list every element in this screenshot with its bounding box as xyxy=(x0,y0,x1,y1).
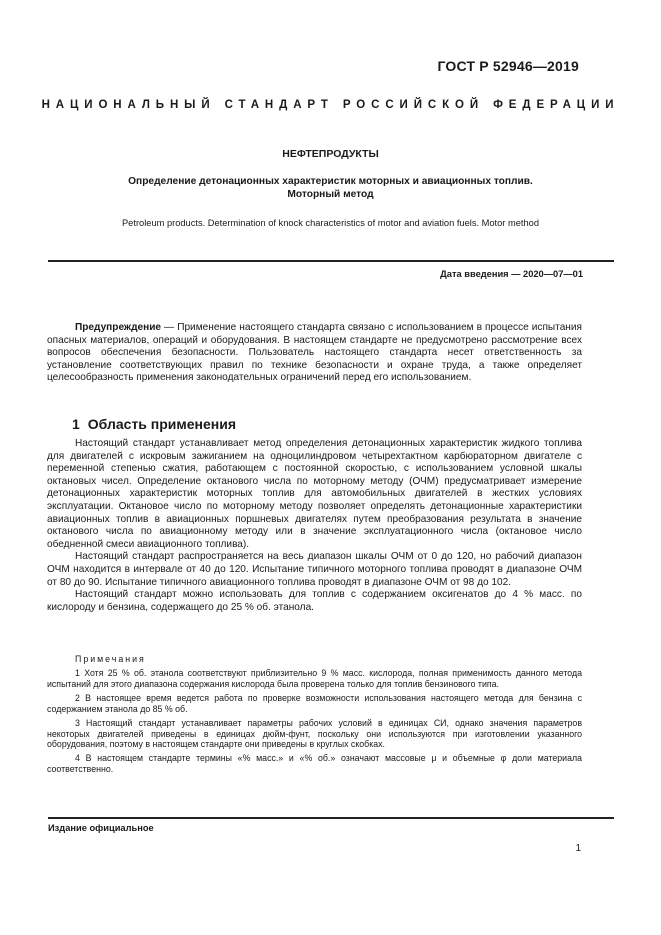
notes-heading: Примечания xyxy=(75,654,146,664)
scope-paragraph-3: Настоящий стандарт можно использовать для топлив с содержанием оксигенатов до 4 % масс. по кислороду и бензина, содержащего до 25 % об. этанола. xyxy=(47,589,582,613)
scope-paragraph-1: Настоящий стандарт устанавливает метод определения детонационных характеристик жидкого топлива для двигателей с искровым зажиганием на одноцилиндровом четырехтактном карбюраторном двигателе с переменной степенью сжатия, работающем с постоянной скоростью, с использованием условной шкалы октановых чисел. Определение октанового числа по моторному методу (ОЧМ) предусматривает измерение детонационных характеристик моторных топлив для автомобильных двигателей в жестких условиях эксплуатации. Октановое число по моторному методу позволяет определять детонационные характеристики авиационных топлив в авиационных поршневых двигателях путем преобразования результата в значение октанового числа по авиационному методу или в значение эксплуатационного числа (октановое число обедненной смеси авиационного топлива). xyxy=(47,438,582,550)
note-item-2: 2 В настоящее время ведется работа по проверке возможности использования настоящего метода для бензина с содержанием этанола до 85 % об. xyxy=(47,692,582,714)
introduction-date: Дата введения — 2020—07—01 xyxy=(440,269,583,279)
header-divider xyxy=(48,260,614,262)
warning-lead: Предупреждение xyxy=(75,322,162,333)
note-item-4: 4 В настоящем стандарте термины «% масс.» и «% об.» означают массовые μ и объемные φ доли материала соответственно. xyxy=(47,753,582,775)
scope-body xyxy=(47,438,582,614)
standard-number: ГОСТ Р 52946—2019 xyxy=(437,58,579,74)
official-edition-label: Издание официальное xyxy=(48,823,154,833)
footer-divider xyxy=(48,817,614,819)
english-title: Petroleum products. Determination of knock characteristics of motor and aviation fuels. Motor method xyxy=(121,218,539,228)
section-title: Область применения xyxy=(87,416,237,432)
document-title: НЕФТЕПРОДУКТЫ xyxy=(282,148,379,160)
subtitle-line-2: Моторный метод xyxy=(287,189,374,200)
page-number: 1 xyxy=(575,843,581,854)
section-heading xyxy=(72,416,236,432)
scope-paragraph-2: Настоящий стандарт распространяется на весь диапазон шкалы ОЧМ от 0 до 120, но рабочий диапазон ОЧМ находится в интервале от 40 до 120. Испытание типичного моторного топлива проводят в диапазоне ОЧМ от 80 до 90. Испытание типичного авиационного топлива проводят в диапазоне ОЧМ от 98 до 102. xyxy=(47,551,582,588)
notes-list xyxy=(47,668,582,778)
document-subtitle xyxy=(60,175,601,201)
warning-paragraph xyxy=(47,322,582,385)
note-item-3: 3 Настоящий стандарт устанавливает параметры рабочих условий в единицах СИ, однако значения параметров некоторых двигателей приведены в единицах дюйм-фунт, поскольку они используются при изготовлении указанного оборудования, поэтому в настоящем стандарте они приведены в круглых скобках. xyxy=(47,717,582,750)
national-standard-heading: НАЦИОНАЛЬНЫЙ СТАНДАРТ РОССИЙСКОЙ ФЕДЕРАЦИИ xyxy=(41,99,620,111)
warning-text: — Применение настоящего стандарта связано с использованием в процессе испытания опасных материалов, операций и оборудования. В настоящем стандарте не предусмотрено рассмотрение всех вопросов обеспечения безопасности. Пользователь настоящего стандарта несет ответственность за установление соответствующих правил по технике безопасности и охране труда, а также определяет целесообразность применения законодательных ограничений перед его использованием. xyxy=(47,322,582,384)
note-item-1: 1 Хотя 25 % об. этанола соответствуют приблизительно 9 % масс. кислорода, полная применимость данного метода испытаний для этого диапазона содержания кислорода была проверена только для топлив бензинового типа. xyxy=(47,668,582,689)
subtitle-line-1: Определение детонационных характеристик моторных и авиационных топлив. xyxy=(128,176,533,187)
section-number: 1 xyxy=(72,416,80,432)
